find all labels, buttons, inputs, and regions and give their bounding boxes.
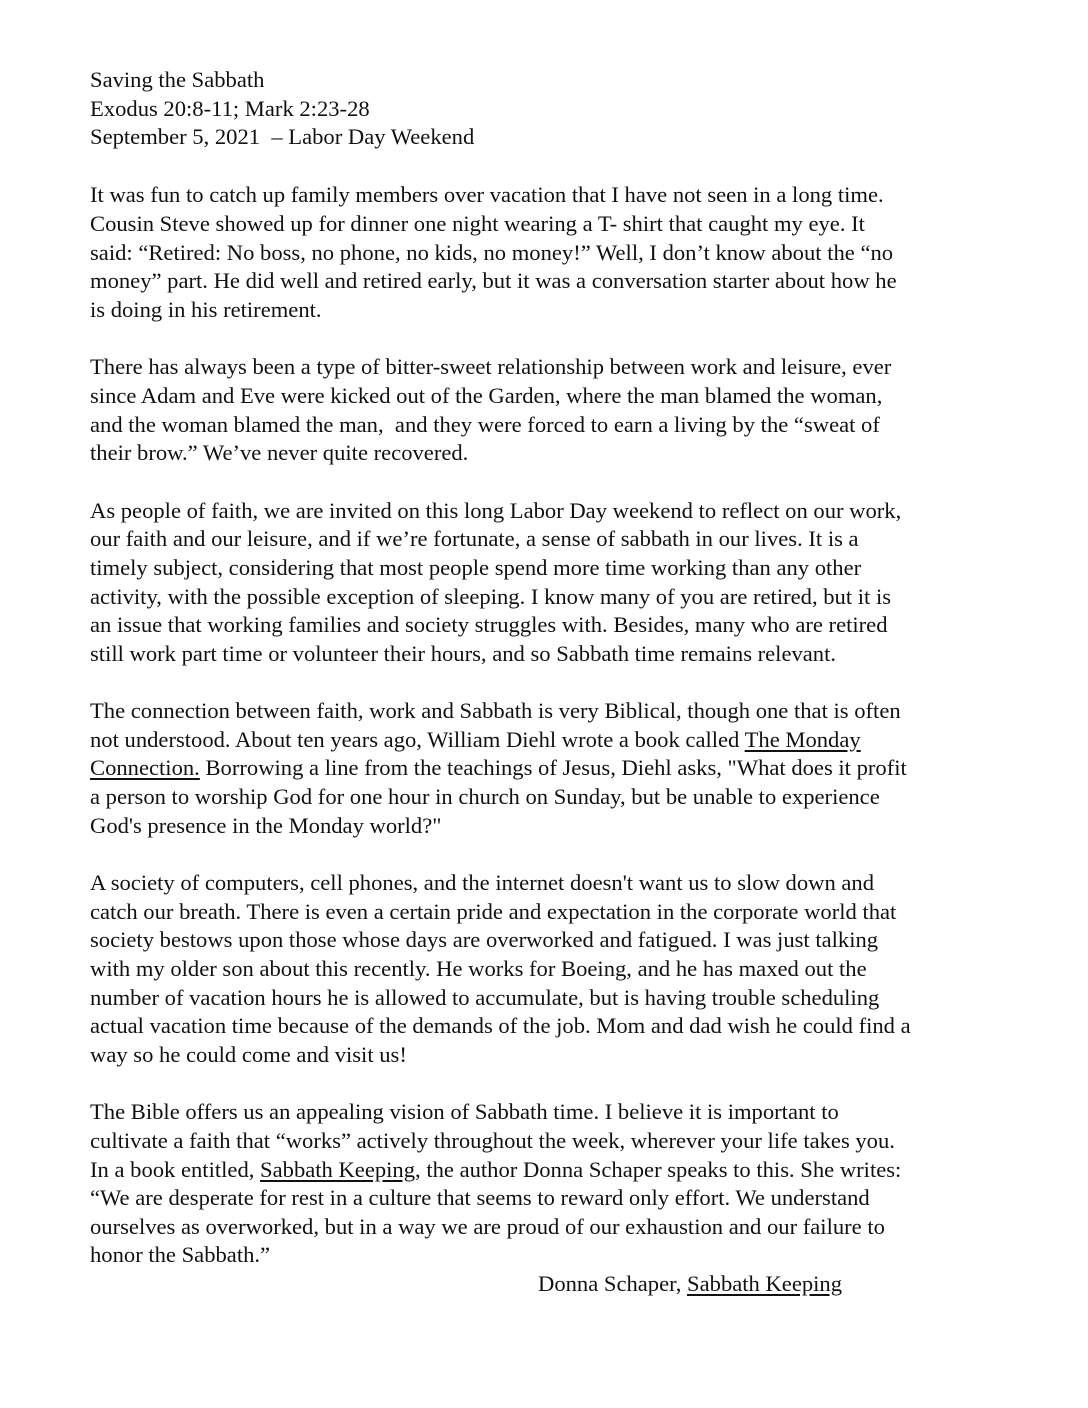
paragraph-1-line: said: “Retired: No boss, no phone, no kids, no money!” Well, I don’t know about the “no	[90, 240, 894, 265]
paragraph-5-line: number of vacation hours he is allowed to accumulate, but is having trouble scheduling	[90, 985, 880, 1010]
quotation-line: “We are desperate for rest in a culture that seems to reward only effort. We understand	[90, 1185, 870, 1210]
paragraph-2-line: There has always been a type of bitter-sweet relationship between work and leisure, ever	[90, 354, 892, 379]
book-title-monday-connection: The Monday	[744, 727, 861, 752]
paragraph-3-line: an issue that working families and society struggles with. Besides, many who are retired	[90, 612, 888, 637]
paragraph-3-line: activity, with the possible exception of sleeping. I know many of you are retired, but it is	[90, 584, 892, 609]
paragraph-5-line: society bestows upon those whose days are overworked and fatigued. I was just talking	[90, 927, 879, 952]
paragraph-5-line: actual vacation time because of the demands of the job. Mom and dad wish he could find a	[90, 1013, 911, 1038]
paragraph-5-line: way so he could come and visit us!	[90, 1042, 407, 1067]
attribution-book-title: Sabbath Keeping	[687, 1271, 843, 1296]
paragraph-1-line: money” part. He did well and retired early, but it was a conversation starter about how he	[90, 268, 897, 293]
paragraph-4-line: God's presence in the Monday world?"	[90, 813, 442, 838]
paragraph-3-line: timely subject, considering that most people spend more time working than any other	[90, 555, 862, 580]
paragraph-3-line: As people of faith, we are invited on this long Labor Day weekend to reflect on our work,	[90, 498, 902, 523]
quotation-line: honor the Sabbath.”	[90, 1242, 271, 1267]
paragraph-4-text: Borrowing a line from the teachings of Jesus, Diehl asks, "What does it profit	[199, 755, 907, 780]
sermon-title: Saving the Sabbath	[90, 67, 265, 92]
paragraph-3-line: our faith and our leisure, and if we’re fortunate, a sense of sabbath in our lives. It is a	[90, 526, 859, 551]
paragraph-5-line: with my older son about this recently. He works for Boeing, and he has maxed out the	[90, 956, 867, 981]
paragraph-5-line: catch our breath. There is even a certain pride and expectation in the corporate world that	[90, 899, 897, 924]
paragraph-6-line: The Bible offers us an appealing vision of Sabbath time. I believe it is important to	[90, 1099, 839, 1124]
paragraph-5-line: A society of computers, cell phones, and the internet doesn't want us to slow down and	[90, 870, 875, 895]
attribution-author: Donna Schaper,	[538, 1271, 688, 1296]
book-title-sabbath-keeping: Sabbath Keeping	[260, 1157, 416, 1182]
paragraph-1-line: Cousin Steve showed up for dinner one night wearing a T- shirt that caught my eye. It	[90, 211, 865, 236]
paragraph-6-line	[90, 1156, 901, 1185]
paragraph-2-line: and the woman blamed the man, and they were forced to earn a living by the “sweat of	[90, 412, 880, 437]
paragraph-4-line	[90, 726, 861, 755]
quote-attribution	[538, 1270, 842, 1299]
book-title-monday-connection: Connection.	[90, 755, 200, 780]
paragraph-6-text: , the author Donna Schaper speaks to this. She writes:	[415, 1157, 902, 1182]
quotation-line: ourselves as overworked, but in a way we are proud of our exhaustion and our failure to	[90, 1214, 885, 1239]
paragraph-2-line: since Adam and Eve were kicked out of the Garden, where the man blamed the woman,	[90, 383, 883, 408]
paragraph-3-line: still work part time or volunteer their hours, and so Sabbath time remains relevant.	[90, 641, 837, 666]
paragraph-4-line: The connection between faith, work and Sabbath is very Biblical, though one that is often	[90, 698, 901, 723]
paragraph-6-text: In a book entitled,	[90, 1157, 261, 1182]
paragraph-6-line: cultivate a faith that “works” actively throughout the week, wherever your life takes you.	[90, 1128, 895, 1153]
scripture-reference: Exodus 20:8-11; Mark 2:23-28	[90, 96, 370, 121]
paragraph-4-text: not understood. About ten years ago, William Diehl wrote a book called	[90, 727, 745, 752]
paragraph-4-line	[90, 754, 907, 783]
paragraph-1-line: is doing in his retirement.	[90, 297, 322, 322]
sermon-date: September 5, 2021 – Labor Day Weekend	[90, 124, 475, 149]
paragraph-4-line: a person to worship God for one hour in church on Sunday, but be unable to experience	[90, 784, 880, 809]
paragraph-2-line: their brow.” We’ve never quite recovered.	[90, 440, 469, 465]
paragraph-1-line: It was fun to catch up family members over vacation that I have not seen in a long time.	[90, 182, 884, 207]
